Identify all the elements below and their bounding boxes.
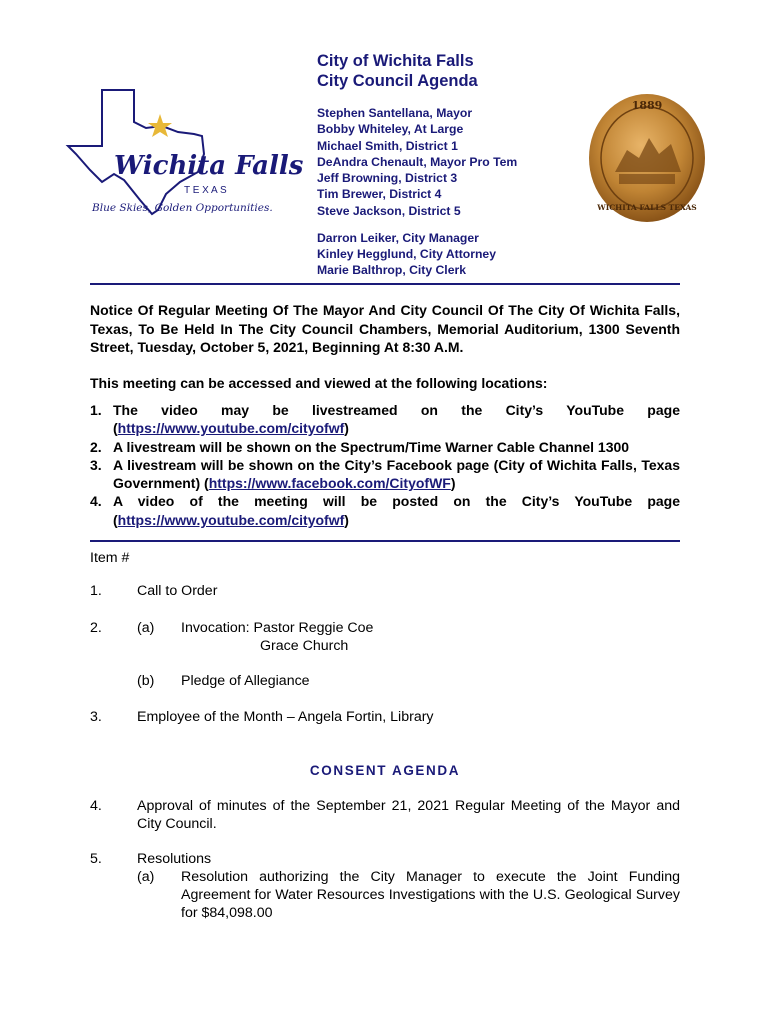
access-item-text: A video of the meeting will be posted on the City’s YouTube page bbox=[113, 493, 680, 510]
access-item-number: 4. bbox=[90, 493, 102, 510]
consent-agenda-heading: CONSENT AGENDA bbox=[309, 763, 461, 778]
seal-year: 1889 bbox=[631, 99, 663, 112]
access-item-number: 2. bbox=[90, 438, 102, 455]
agenda-title bbox=[317, 51, 478, 91]
title-line-1: City of Wichita Falls bbox=[317, 52, 474, 70]
title-line-2: City Council Agenda bbox=[317, 72, 478, 90]
council-members bbox=[317, 105, 517, 219]
agenda-item-number: 1. bbox=[90, 583, 102, 599]
youtube-link[interactable]: https://www.youtube.com/cityofwf bbox=[117, 511, 345, 528]
council-member: Steve Jackson, District 5 bbox=[317, 203, 461, 218]
council-member: Michael Smith, District 1 bbox=[317, 138, 458, 153]
access-item bbox=[90, 438, 680, 456]
agenda-item-text: Resolutions bbox=[137, 851, 212, 867]
notice-divider bbox=[90, 540, 680, 542]
agenda-subitem-letter: (b) bbox=[137, 673, 155, 689]
council-member: Jeff Browning, District 3 bbox=[317, 171, 458, 186]
access-item-text: A livestream will be shown on the Spectrum/Time Warner Cable Channel 1300 bbox=[113, 438, 630, 455]
header-divider bbox=[90, 283, 680, 285]
agenda-item-number: 5. bbox=[90, 851, 102, 867]
access-item: 1. The video may be livestreamed on the City’s YouTube page (https://www.youtube.com/cityofwf) bbox=[90, 402, 680, 437]
logo-state: T E X A S bbox=[184, 185, 227, 196]
agenda-item-number: 3. bbox=[90, 709, 102, 725]
agenda-subitem-text: Resolution authorizing the City Manager to execute the Joint Funding Agreement for Water Resources Investigations with the U.S. Geological Survey for $84,098.00 bbox=[181, 869, 680, 921]
access-item: 4. A video of the meeting will be posted on the City’s YouTube page (https://www.youtube.com/cityofwf) bbox=[90, 493, 680, 528]
city-seal bbox=[587, 92, 707, 224]
agenda-item-number: 2. bbox=[90, 620, 102, 636]
access-intro: This meeting can be accessed and viewed at the following locations: bbox=[90, 375, 548, 391]
agenda-item-text: Call to Order bbox=[137, 583, 218, 599]
council-member: Stephen Santellana, Mayor bbox=[317, 106, 473, 120]
agenda-subitem-text-line2: Grace Church bbox=[260, 638, 349, 654]
logo-wordmark: Wichita Falls bbox=[114, 151, 304, 181]
access-item-text: A livestream will be shown on the City’s Facebook page (City of Wichita Falls, Texas Government) ( bbox=[113, 456, 680, 492]
agenda-item-number: 4. bbox=[90, 798, 102, 814]
access-item-number: 3. bbox=[90, 456, 102, 473]
city-staff bbox=[317, 230, 496, 278]
staff-member: Darron Leiker, City Manager bbox=[317, 231, 479, 245]
item-column-header: Item # bbox=[90, 550, 130, 566]
logo-tagline: Blue Skies, Golden Opportunities. bbox=[92, 202, 273, 214]
access-item-text: The video may be livestreamed on the City’s YouTube page bbox=[113, 402, 680, 418]
seal-bottom-text: WICHITA FALLS TEXAS bbox=[597, 203, 697, 212]
agenda-subitem-text: Pledge of Allegiance bbox=[181, 673, 310, 689]
access-item-number: 1. bbox=[90, 402, 102, 418]
staff-member: Kinley Hegglund, City Attorney bbox=[317, 247, 496, 261]
agenda-subitem-text: Invocation: Pastor Reggie Coe bbox=[181, 620, 374, 636]
council-member: Bobby Whiteley, At Large bbox=[317, 122, 464, 137]
agenda-item-text: Approval of minutes of the September 21, 2021 Regular Meeting of the Mayor and City Council. bbox=[137, 798, 680, 832]
youtube-link[interactable]: https://www.youtube.com/cityofwf bbox=[117, 420, 345, 437]
council-member: Tim Brewer, District 4 bbox=[317, 187, 442, 202]
agenda-item-text: Employee of the Month – Angela Fortin, Library bbox=[137, 709, 434, 725]
access-list bbox=[90, 401, 680, 529]
wichita-falls-logo bbox=[62, 82, 304, 222]
council-member: DeAndra Chenault, Mayor Pro Tem bbox=[317, 154, 518, 169]
agenda-subitem-letter: (a) bbox=[137, 869, 155, 885]
agenda-subitem-letter: (a) bbox=[137, 620, 155, 636]
access-item: 3. A livestream will be shown on the City’s Facebook page (City of Wichita Falls, Texas Government) (https://www.facebook.com/CityofWF) bbox=[90, 456, 680, 492]
facebook-link[interactable]: https://www.facebook.com/CityofWF bbox=[208, 475, 451, 492]
staff-member: Marie Balthrop, City Clerk bbox=[317, 263, 466, 277]
meeting-notice: Notice Of Regular Meeting Of The Mayor And City Council Of The City Of Wichita Falls, Texas, To Be Held In The City Council Chambers, Memorial Auditorium, 1300 Seventh Street, Tuesday, October 5, 2021, Beginning At 8:30 A.M. bbox=[90, 302, 680, 355]
